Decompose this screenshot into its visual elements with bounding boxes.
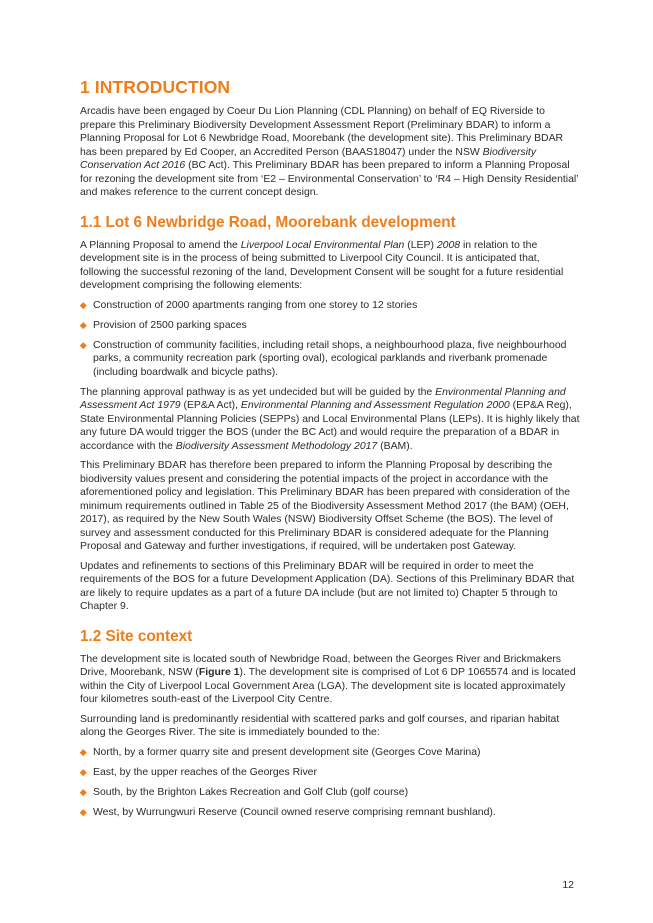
section-1-1-paragraph-4: Updates and refinements to sections of this Preliminary BDAR will be required in order to meet the requirements of the BOS for a future Development Application (DA). Sections of this Preliminary BDAR that are likely to require updates as a part of a future DA include (but are not limited to) Chapter 5 through to Chapter 9. bbox=[80, 560, 575, 612]
bullet-icon bbox=[80, 749, 86, 755]
list-item: South, by the Brighton Lakes Recreation and Golf Club (golf course) bbox=[80, 786, 580, 800]
section-1-1-heading: 1.1 Lot 6 Newbridge Road, Moorebank development bbox=[80, 213, 456, 231]
bullet-icon bbox=[80, 769, 86, 775]
bullet-icon bbox=[80, 302, 86, 308]
list-item: West, by Wurrungwuri Reserve (Council owned reserve comprising remnant bushland). bbox=[80, 806, 580, 820]
section-1-2-paragraph-2: Surrounding land is predominantly residential with scattered parks and golf courses, and riparian habitat along the Georges River. The site is immediately bounded to the: bbox=[80, 713, 560, 738]
document-page bbox=[80, 77, 580, 826]
list-item: Construction of 2000 apartments ranging from one storey to 12 stories bbox=[80, 299, 580, 313]
section-1-1-paragraph-1: A Planning Proposal to amend the Liverpool Local Environmental Plan (LEP) 2008 in relation to the development site is in the process of being submitted to Liverpool City Council. It is anticipated that, following the successful rezoning of the land, Development Consent will be sought for a future residential development comprising the following elements: bbox=[80, 239, 564, 291]
section-1-2-heading: 1.2 Site context bbox=[80, 627, 193, 645]
intro-paragraph: Arcadis have been engaged by Coeur Du Lion Planning (CDL Planning) on behalf of EQ Riverside to prepare this Preliminary Biodiversity Development Assessment Report (Preliminary BDAR) to inform a Planning Proposal for Lot 6 Newbridge Road, Moorebank (the development site). This Preliminary BDAR has been prepared by Ed Cooper, an Accredited Person (BAAS18047) under the NSW Biodiversity Conservation Act 2016 (BC Act). This Preliminary BDAR has been prepared to inform a Planning Proposal for rezoning the development site from ‘E2 – Environmental Conservation’ to ‘R4 – High Density Residential’ and makes reference to the current concept design. bbox=[80, 106, 579, 198]
page-number: 12 bbox=[562, 880, 574, 891]
section-1-2-paragraph-1: The development site is located south of Newbridge Road, between the Georges River and Brickmakers Drive, Moorebank, NSW (Figure 1). The development site is comprised of Lot 6 DP 1065574 and is located within the City of Liverpool Local Government Area (LGA). The development site is located approximately four kilometres south-east of the Liverpool City Centre. bbox=[80, 653, 576, 705]
section-1-1-bullet-list bbox=[80, 299, 580, 380]
list-item: North, by a former quarry site and present development site (Georges Cove Marina) bbox=[80, 746, 580, 760]
section-1-1-paragraph-2: The planning approval pathway is as yet undecided but will be guided by the Environmental Planning and Assessment Act 1979 (EP&A Act), Environmental Planning and Assessment Regulation 2000 (EP&A Reg), State Environmental Planning Policies (SEPPs) and Local Environmental Plans (LEPs). It is highly likely that any future DA would trigger the BOS (under the BC Act) and would require the preparation of a BDAR in accordance with the Biodiversity Assessment Methodology 2017 (BAM). bbox=[80, 386, 580, 452]
section-1-1-paragraph-3: This Preliminary BDAR has therefore been prepared to inform the Planning Proposal by describing the biodiversity values present and considering the potential impacts of the project in accordance with the aforementioned policy and legislation. This Preliminary BDAR has been prepared with consideration of the minimum requirements outlined in Table 25 of the Biodiversity Assessment Method 2017 (the BAM) (OEH, 2017), as required by the New South Wales (NSW) Biodiversity Offset Scheme (the BOS). The level of survey and assessment conducted for this Preliminary BDAR is considered adequate for the Planning Proposal and Gateway and further investigations, if required, will be undertaken post Gateway. bbox=[80, 460, 571, 552]
intro-heading: 1 INTRODUCTION bbox=[80, 77, 231, 97]
section-1-2-bullet-list bbox=[80, 746, 580, 820]
list-item: Provision of 2500 parking spaces bbox=[80, 319, 580, 333]
bullet-icon bbox=[80, 809, 86, 815]
list-item: Construction of community facilities, including retail shops, a neighbourhood plaza, five neighbourhood parks, a community recreation park (sporting oval), ecological parklands and riverbank promenade (including boardwalk and bicycle paths). bbox=[80, 339, 580, 380]
bullet-icon bbox=[80, 322, 86, 328]
list-item: East, by the upper reaches of the Georges River bbox=[80, 766, 580, 780]
bullet-icon bbox=[80, 342, 86, 348]
bullet-icon bbox=[80, 789, 86, 795]
